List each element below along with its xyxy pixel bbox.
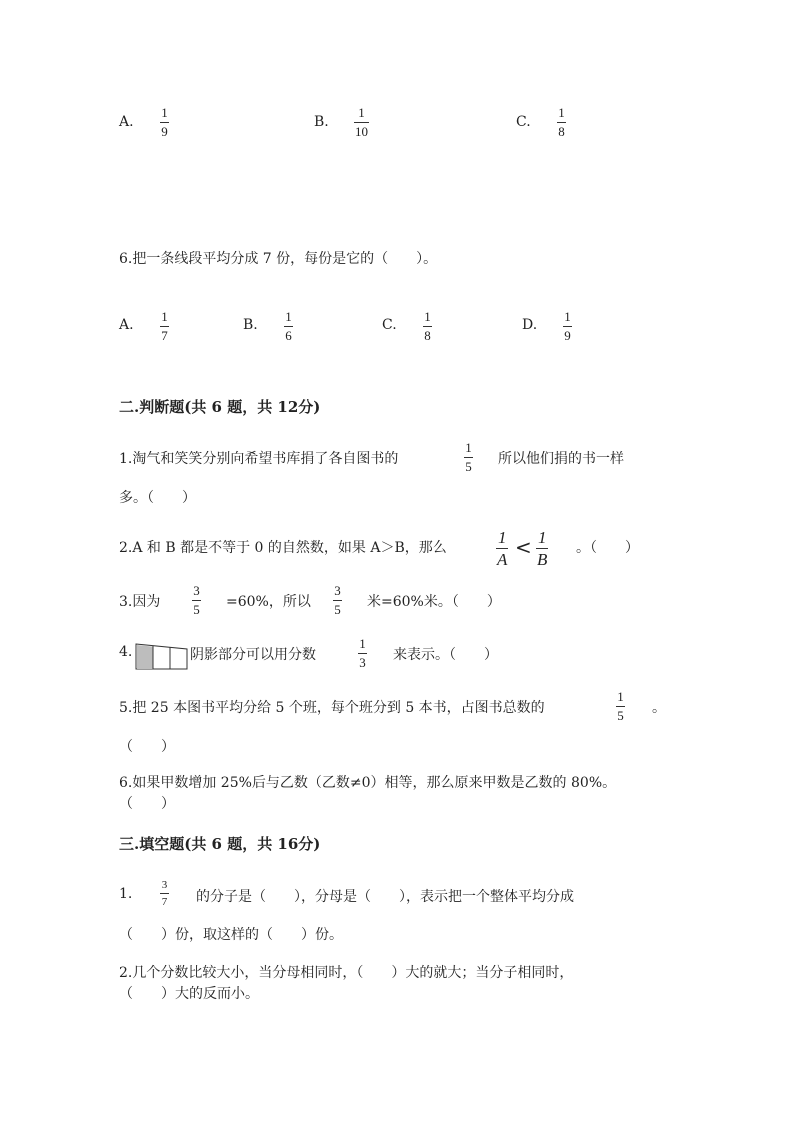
fraction-bar bbox=[354, 122, 369, 123]
denominator: A bbox=[497, 550, 508, 569]
section2-title: 二.判断题(共 6 题，共 12分) bbox=[119, 398, 321, 416]
denominator: 5 bbox=[465, 459, 472, 474]
numerator: 1 bbox=[537, 528, 547, 547]
numerator: 1 bbox=[161, 105, 168, 120]
numerator: 1 bbox=[617, 689, 624, 704]
fraction-bar bbox=[464, 457, 473, 458]
numerator: 1 bbox=[497, 528, 507, 547]
q5-option-b-letter: B. bbox=[314, 114, 329, 130]
s3-q2-line2: （ ）大的反而小。 bbox=[119, 986, 259, 1002]
fraction-bar bbox=[557, 122, 566, 123]
s2-q1-fraction bbox=[464, 441, 473, 474]
s2-q2-fraction-1-over-b bbox=[536, 529, 548, 568]
s2-q4-text-part2: 阴影部分可以用分数 bbox=[190, 647, 316, 663]
numerator: 1 bbox=[558, 105, 565, 120]
denominator: 5 bbox=[617, 708, 624, 723]
s2-q3-fraction-2 bbox=[333, 584, 342, 617]
fraction-bar bbox=[333, 600, 342, 601]
numerator: 1 bbox=[359, 636, 366, 651]
s3-q2-line1: 2.几个分数比较大小，当分母相同时，（ ）大的就大；当分子相同时， bbox=[119, 965, 574, 981]
section3-title: 三.填空题(共 6 题，共 16分) bbox=[119, 835, 321, 853]
s2-q3-text-part3: 米=60%米。（ ） bbox=[367, 594, 501, 610]
denominator: 6 bbox=[285, 328, 292, 343]
s2-q2-less-than: < bbox=[515, 535, 532, 559]
s2-q3-text-part1: 3.因为 bbox=[119, 594, 161, 610]
fraction-bar bbox=[160, 122, 169, 123]
s2-q4-text-part3: 来表示。（ ） bbox=[393, 647, 498, 663]
q5-option-c-fraction bbox=[557, 106, 566, 139]
s2-q6-line2: （ ） bbox=[119, 796, 175, 812]
s2-q2-fraction-1-over-a bbox=[496, 529, 508, 568]
denominator: 8 bbox=[558, 124, 565, 139]
s2-q2-text-part2: 。（ ） bbox=[576, 540, 639, 556]
fraction-bar bbox=[536, 548, 548, 549]
denominator: 9 bbox=[161, 124, 168, 139]
s2-q1-line2: 多。（ ） bbox=[119, 490, 196, 506]
numerator: 3 bbox=[193, 583, 200, 598]
numerator: 1 bbox=[285, 309, 292, 324]
denominator: 9 bbox=[564, 328, 571, 343]
denominator: 5 bbox=[334, 602, 341, 617]
q6-option-c-letter: C. bbox=[382, 317, 397, 333]
q6-option-d-letter: D. bbox=[522, 317, 538, 333]
s3-q1-number: 1. bbox=[119, 886, 133, 902]
shaded-part bbox=[137, 645, 153, 669]
s2-q1-text-part2: 所以他们捐的书一样 bbox=[498, 451, 624, 467]
fraction-bar bbox=[160, 326, 169, 327]
denominator: 3 bbox=[359, 655, 366, 670]
s2-q5-text-part1: 5.把 25 本图书平均分给 5 个班，每个班分到 5 本书，占图书总数的 bbox=[119, 700, 545, 716]
denominator: 7 bbox=[161, 328, 168, 343]
q6-option-a-fraction bbox=[160, 310, 169, 343]
s2-q3-text-part2: =60%，所以 bbox=[226, 594, 311, 610]
fraction-bar bbox=[616, 706, 625, 707]
s2-q4-shaded-trapezoid-diagram bbox=[135, 643, 189, 671]
s2-q5-fraction bbox=[616, 690, 625, 723]
q5-option-a-letter: A. bbox=[119, 114, 134, 130]
fraction-bar bbox=[358, 653, 367, 654]
denominator: 5 bbox=[193, 602, 200, 617]
numerator: 1 bbox=[161, 309, 168, 324]
q6-option-a-letter: A. bbox=[119, 317, 134, 333]
q5-option-a-fraction bbox=[160, 106, 169, 139]
s3-q1-text-part2: 的分子是（ ），分母是（ ），表示把一个整体平均分成 bbox=[196, 889, 574, 905]
q6-text: 6.把一条线段平均分成 7 份，每份是它的（ ）。 bbox=[119, 251, 438, 267]
q6-option-b-letter: B. bbox=[243, 317, 258, 333]
s3-q1-fraction bbox=[160, 879, 169, 908]
s2-q5-text-part2: 。 bbox=[652, 700, 666, 716]
denominator: 7 bbox=[161, 896, 168, 908]
denominator: 10 bbox=[355, 124, 368, 139]
s2-q6-line1: 6.如果甲数增加 25%后与乙数（乙数≠0）相等，那么原来甲数是乙数的 80%。 bbox=[119, 775, 617, 791]
fraction-bar bbox=[284, 326, 293, 327]
numerator: 3 bbox=[334, 583, 341, 598]
numerator: 1 bbox=[564, 309, 571, 324]
q5-option-c-letter: C. bbox=[516, 114, 531, 130]
q6-option-b-fraction bbox=[284, 310, 293, 343]
q6-option-c-fraction bbox=[423, 310, 432, 343]
numerator: 3 bbox=[161, 879, 168, 891]
fraction-bar bbox=[423, 326, 432, 327]
numerator: 1 bbox=[424, 309, 431, 324]
denominator: B bbox=[537, 550, 548, 569]
fraction-bar bbox=[192, 600, 201, 601]
s2-q4-number: 4. bbox=[119, 644, 133, 660]
denominator: 8 bbox=[424, 328, 431, 343]
numerator: 1 bbox=[358, 105, 365, 120]
s2-q1-text-part1: 1.淘气和笑笑分别向希望书库捐了各自图书的 bbox=[119, 451, 399, 467]
s2-q3-fraction-1 bbox=[192, 584, 201, 617]
q6-option-d-fraction bbox=[563, 310, 572, 343]
fraction-bar bbox=[563, 326, 572, 327]
q5-option-b-fraction bbox=[354, 106, 369, 139]
s3-q1-line2: （ ）份，取这样的（ ）份。 bbox=[119, 927, 343, 943]
s2-q2-text-part1: 2.A 和 B 都是不等于 0 的自然数，如果 A＞B，那么 bbox=[119, 540, 447, 556]
s2-q4-fraction bbox=[358, 637, 367, 670]
numerator: 1 bbox=[465, 440, 472, 455]
fraction-bar bbox=[160, 893, 169, 894]
fraction-bar bbox=[496, 548, 508, 549]
s2-q5-line2: （ ） bbox=[119, 739, 175, 755]
